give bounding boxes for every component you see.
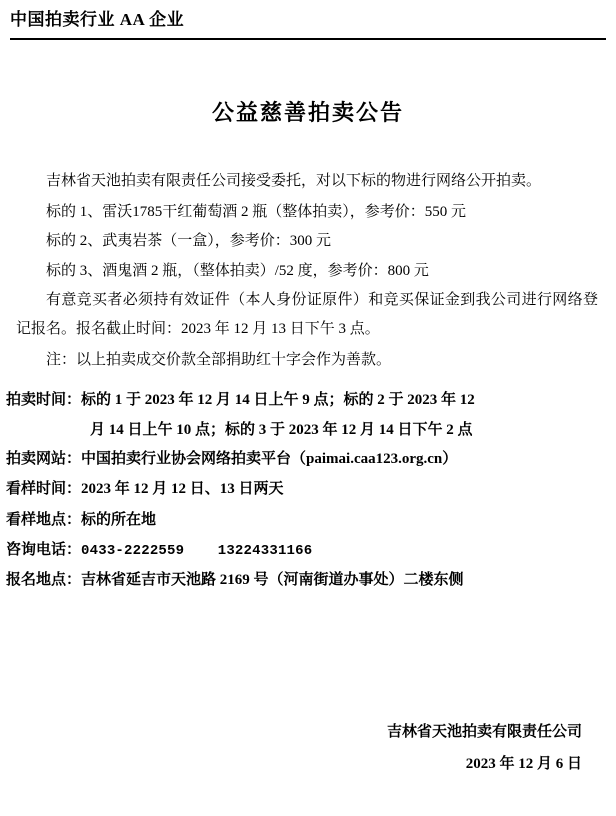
field-label: 看样时间： bbox=[6, 481, 82, 498]
field-value: 吉林省延吉市天池路 2169 号（河南街道办事处）二楼东侧 bbox=[81, 572, 464, 589]
field-auction-website bbox=[6, 445, 606, 474]
field-value: 中国拍卖行业协会网络拍卖平台（paimai.caa123.org.cn） bbox=[81, 451, 458, 468]
page-title: 公益慈善拍卖公告 bbox=[211, 99, 404, 125]
field-value: 2023 年 12 月 12 日、13 日两天 bbox=[81, 481, 284, 498]
signature-company: 吉林省天池拍卖有限责任公司 bbox=[386, 724, 582, 740]
registration-paragraph: 有意竞买者必须持有效证件（本人身份证原件）和竞买保证金到我公司进行网络登记报名。报名截止时间：2023 年 12 月 13 日下午 3 点。 bbox=[16, 291, 598, 338]
signature-block bbox=[387, 717, 582, 780]
field-label: 报名地点： bbox=[6, 572, 82, 589]
signature-date: 2023 年 12 月 6 日 bbox=[465, 755, 582, 772]
field-value bbox=[81, 536, 606, 565]
field-label: 咨询电话： bbox=[6, 541, 82, 558]
phone-secondary: 13224331166 bbox=[217, 542, 313, 559]
lot-item-2: 标的 2、武夷岩茶（一盒），参考价：300 元 bbox=[46, 233, 332, 250]
lot-item-1: 标的 1、雷沃1785干红葡萄酒 2 瓶（整体拍卖），参考价：550 元 bbox=[46, 204, 467, 221]
field-auction-time-cont: 月 14 日上午 10 点；标的 3 于 2023 年 12 月 14 日下午 2 点 bbox=[90, 421, 473, 438]
intro-paragraph: 吉林省天池拍卖有限责任公司接受委托，对以下标的物进行网络公开拍卖。 bbox=[46, 172, 542, 189]
field-value: 标的 1 于 2023 年 12 月 14 日上午 9 点；标的 2 于 2023 年 12 bbox=[81, 391, 475, 408]
document-body bbox=[0, 167, 616, 376]
field-preview-location bbox=[6, 506, 606, 535]
field-label: 看样地点： bbox=[6, 511, 82, 528]
field-registration-location bbox=[6, 566, 606, 595]
phone-primary: 0433-2222559 bbox=[81, 542, 185, 559]
field-auction-time bbox=[6, 386, 606, 415]
field-preview-time bbox=[6, 475, 606, 504]
field-value: 标的所在地 bbox=[81, 511, 157, 528]
field-label: 拍卖网站： bbox=[6, 451, 82, 468]
field-label: 拍卖时间： bbox=[6, 391, 82, 408]
details-block bbox=[0, 386, 616, 596]
field-contact-phone bbox=[6, 536, 606, 565]
document-header bbox=[0, 0, 616, 40]
organization-title: 中国拍卖行业 AA 企业 bbox=[10, 10, 185, 29]
donation-note: 注：以上拍卖成交价款全部捐助红十字会作为善款。 bbox=[46, 352, 392, 369]
header-divider bbox=[10, 38, 606, 40]
lot-item-3: 标的 3、酒鬼酒 2 瓶，（整体拍卖）/52 度，参考价：800 元 bbox=[46, 262, 429, 279]
